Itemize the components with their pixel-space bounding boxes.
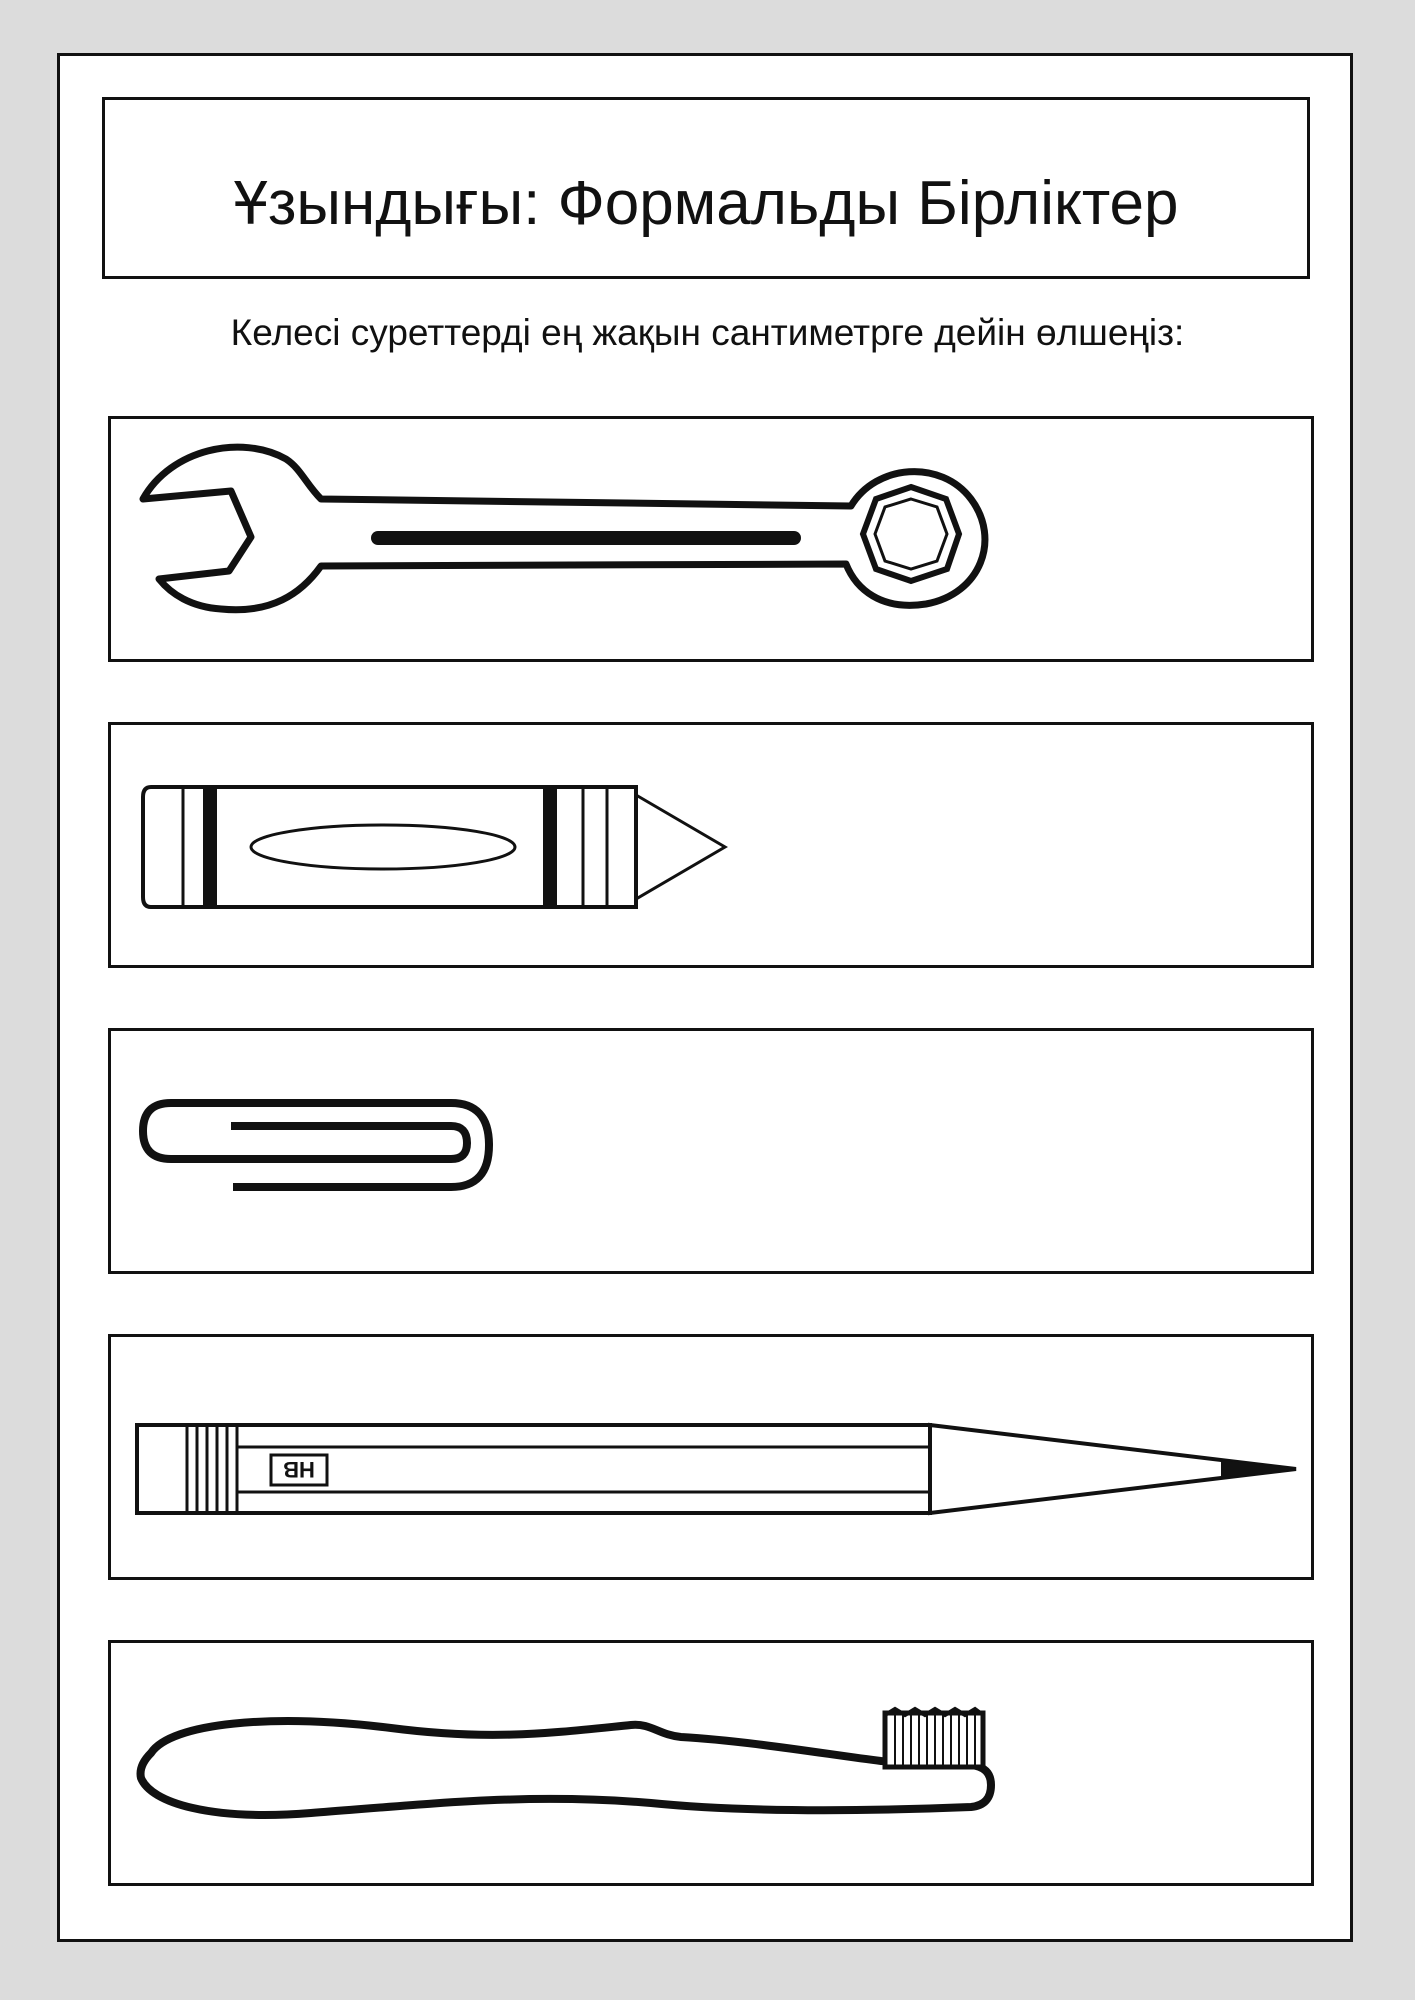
item-box-pencil: [108, 1334, 1314, 1580]
item-box-crayon: [108, 722, 1314, 968]
pencil-grade-label: HB: [283, 1457, 315, 1482]
item-box-paperclip: [108, 1028, 1314, 1274]
wrench-icon: [111, 419, 1311, 659]
item-box-toothbrush: [108, 1640, 1314, 1886]
pencil-icon: [111, 1337, 1311, 1577]
crayon-icon: [111, 725, 1311, 965]
item-box-wrench: [108, 416, 1314, 662]
page-title: Ұзындығы: Формальды Бірліктер: [233, 168, 1179, 238]
instruction-text: Келесі суреттерді ең жақын сантиметрге дейін өлшеңіз:: [230, 312, 1185, 353]
paperclip-icon: [111, 1031, 1311, 1271]
title-box: [102, 97, 1310, 279]
toothbrush-icon: [111, 1643, 1311, 1883]
